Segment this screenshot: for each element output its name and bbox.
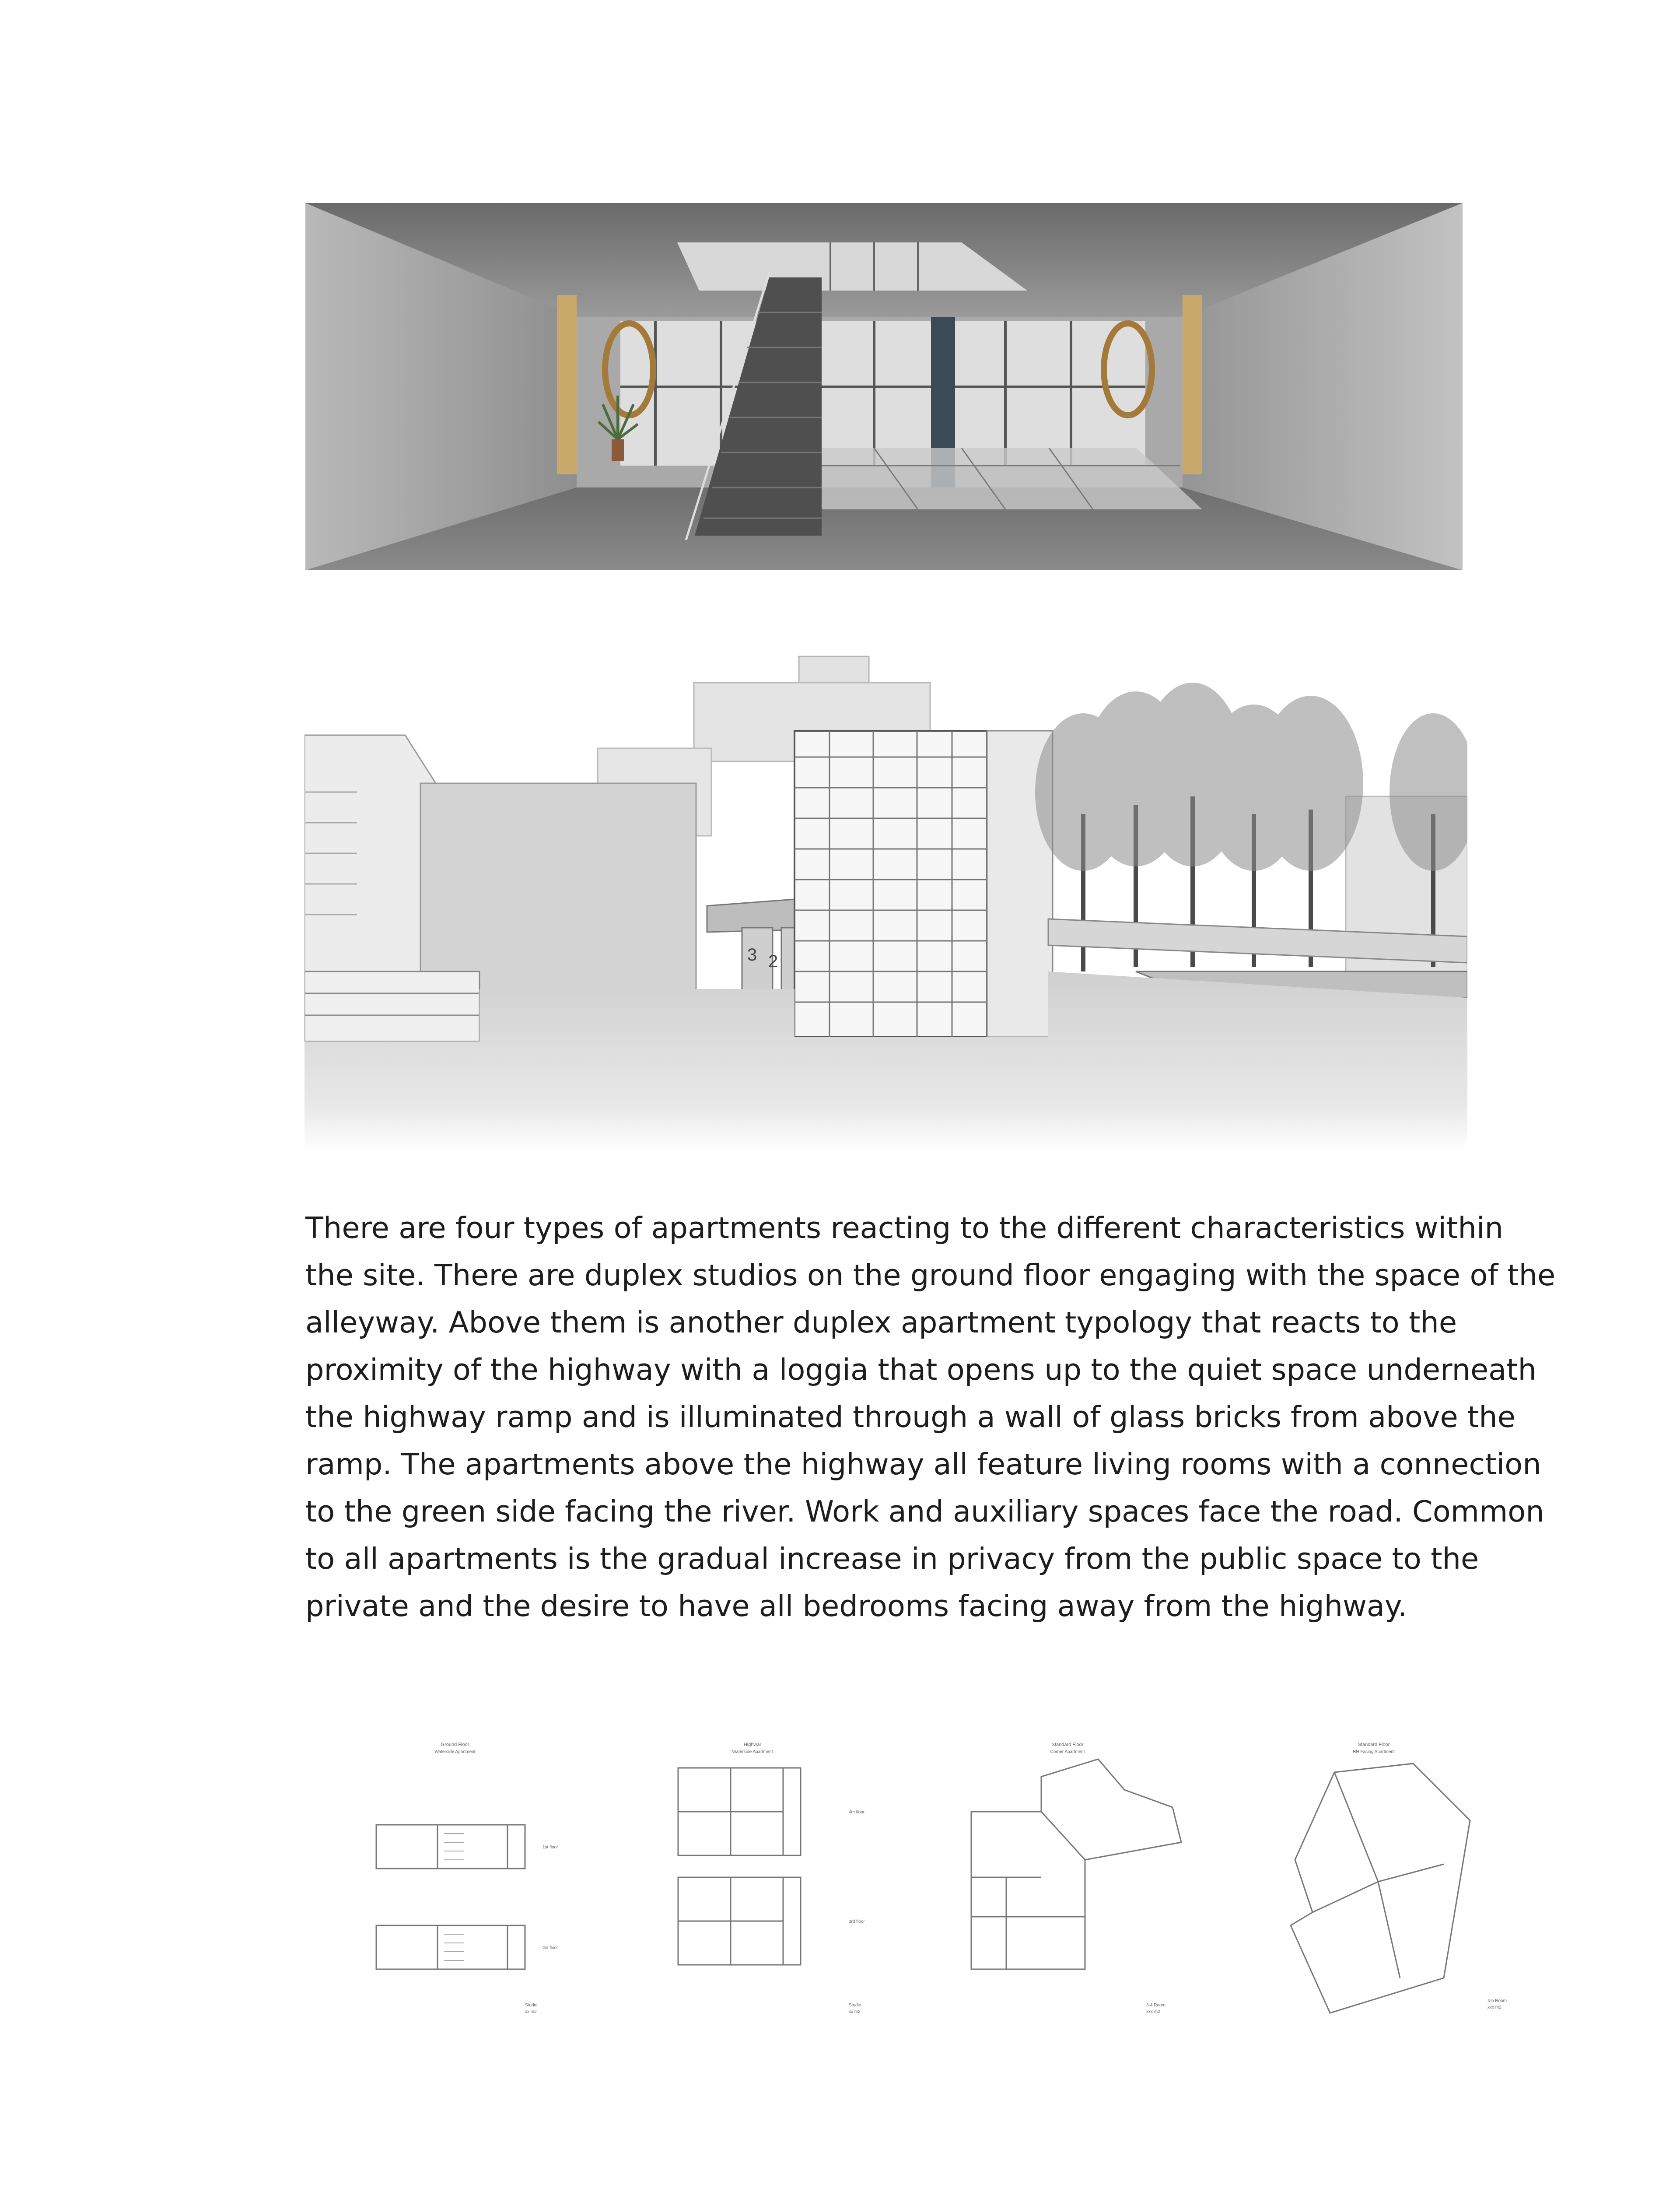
paragraph-line: to the green side facing the river. Work and auxiliary spaces face the road. Common: [305, 1494, 1544, 1529]
plan-level-upper: 4th floor: [849, 1810, 865, 1815]
plan-title: Standard Floor: [1051, 1742, 1084, 1747]
body-paragraph: [305, 1204, 1556, 1630]
floor-plan-3: [954, 1733, 1199, 2022]
plan-title: Ground Floor: [441, 1742, 469, 1747]
paragraph-line: the site. There are duplex studios on the ground floor engaging with the space of the: [305, 1258, 1556, 1292]
floor-plan-drawing: [1269, 1733, 1522, 2039]
plan-subtitle: Waterside Apartment: [434, 1750, 476, 1754]
floor-plan-2: [656, 1733, 884, 2022]
paragraph-line: There are four types of apartments reacting to the different characteristics within: [305, 1211, 1503, 1245]
plan-level-upper: 1st floor: [542, 1845, 558, 1850]
stair-label-2: 2: [768, 952, 778, 971]
plan-title: Highwar: [743, 1742, 762, 1747]
paragraph-line: to all apartments is the gradual increase in privacy from the public space to the: [305, 1542, 1479, 1576]
plan-area: xxx m2: [1146, 2009, 1160, 2014]
paragraph-line: ramp. The apartments above the highway all feature living rooms with a connection: [305, 1447, 1541, 1481]
plan-area: xx m2: [849, 2009, 861, 2014]
plan-title: Standard Floor: [1358, 1742, 1390, 1747]
plan-type: Studio: [525, 2003, 538, 2008]
paragraph-line: proximity of the highway with a loggia that opens up to the quiet space underneath: [305, 1353, 1536, 1387]
plan-level-lower: 3rd floor: [849, 1919, 865, 1924]
floor-plan-4: [1269, 1733, 1522, 2039]
floor-plan-drawing: [363, 1733, 591, 2022]
plan-area: xx m2: [525, 2009, 537, 2014]
plan-subtitle: RH Facing Apartment: [1353, 1750, 1395, 1754]
plan-type: 4-5 Room: [1488, 1999, 1507, 2003]
building-section-drawing: [304, 648, 1467, 1151]
stairwell-render-illustration: [305, 203, 1463, 570]
plan-area: xxx m2: [1488, 2005, 1502, 2010]
paragraph-line: the highway ramp and is illuminated through a wall of glass bricks from above the: [305, 1400, 1516, 1434]
interior-render-image: [305, 203, 1463, 570]
stair-label-3: 3: [747, 945, 757, 964]
paragraph-line: private and the desire to have all bedrooms facing away from the highway.: [305, 1589, 1407, 1623]
section-illustration: [304, 648, 1467, 1151]
plan-subtitle: Waterside Apartment: [732, 1750, 773, 1754]
plan-level-lower: Gd floor: [542, 1946, 558, 1950]
floor-plan-1: [363, 1733, 591, 2022]
plan-type: 3-4 Room: [1146, 2003, 1166, 2008]
floor-plan-drawing: [954, 1733, 1199, 2022]
plan-type: Studio: [849, 2003, 861, 2008]
floor-plan-drawing: [656, 1733, 884, 2022]
plan-subtitle: Corner Apartment: [1050, 1750, 1085, 1754]
paragraph-line: alleyway. Above them is another duplex apartment typology that reacts to the: [305, 1305, 1457, 1339]
